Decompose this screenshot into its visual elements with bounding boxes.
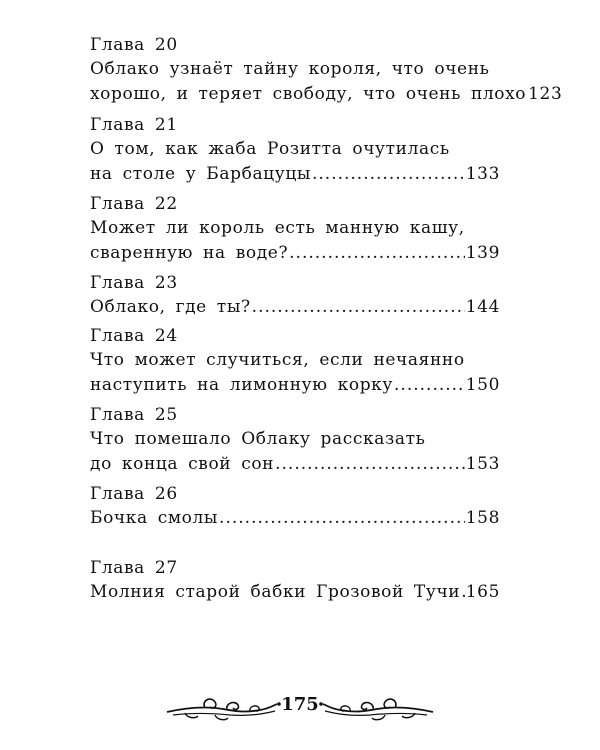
chapter-title-line: Что может случиться, если нечаянно <box>90 350 465 370</box>
chapter-heading: Глава 22 <box>90 194 178 214</box>
dot-leader <box>312 162 465 187</box>
chapter-page-number: 150 <box>465 375 500 395</box>
chapter-title-last-line <box>90 506 500 531</box>
chapter-heading: Глава 26 <box>90 484 178 504</box>
dot-leader <box>394 373 465 398</box>
chapter-heading: Глава 25 <box>90 405 178 425</box>
chapter-title-line: Облако узнаёт тайну короля, что очень <box>90 59 490 79</box>
chapter-title-last-line <box>90 580 500 605</box>
chapter-heading: Глава 23 <box>90 273 178 293</box>
toc-entry <box>90 33 563 107</box>
chapter-page-number: 165 <box>465 582 500 602</box>
chapter-title-text: на столе у Барбацуцы <box>90 164 311 184</box>
chapter-title-line: О том, как жаба Розитта очутилась <box>90 139 450 159</box>
chapter-page-number: 153 <box>465 454 500 474</box>
toc-entry <box>90 556 500 605</box>
chapter-heading: Глава 20 <box>90 35 178 55</box>
chapter-page-number: 133 <box>465 164 500 184</box>
dot-leader <box>275 452 465 477</box>
chapter-title-last-line <box>90 452 500 477</box>
chapter-title-text: хорошо, и теряет свободу, что очень плохо <box>90 84 527 104</box>
chapter-page-number: 144 <box>465 297 500 317</box>
page-footer <box>165 688 435 728</box>
chapter-heading: Глава 27 <box>90 558 178 578</box>
chapter-page-number: 158 <box>465 508 500 528</box>
chapter-title-text: до конца свой сон <box>90 454 275 474</box>
chapter-title-line: Может ли король есть манную кашу, <box>90 218 465 238</box>
toc-entry <box>90 324 500 398</box>
dot-leader <box>289 241 465 266</box>
toc-entry <box>90 271 500 320</box>
dot-leader <box>461 580 465 605</box>
chapter-page-number: 139 <box>465 243 500 263</box>
chapter-title-last-line <box>90 295 500 320</box>
chapter-title-line: Что помешало Облаку рассказать <box>90 429 426 449</box>
toc-entry <box>90 113 500 187</box>
chapter-title-text: Бочка смолы <box>90 508 219 528</box>
toc-entry <box>90 403 500 477</box>
page-number: 175 <box>281 694 319 715</box>
chapter-title-last-line <box>90 82 563 107</box>
dot-leader <box>252 295 465 320</box>
chapter-title-text: Облако, где ты? <box>90 297 251 317</box>
chapter-title-text: сваренную на воде? <box>90 243 289 263</box>
chapter-heading: Глава 21 <box>90 115 178 135</box>
chapter-title-last-line <box>90 162 500 187</box>
chapter-title-text: Молния старой бабки Грозовой Тучи <box>90 582 461 602</box>
chapter-title-last-line <box>90 373 500 398</box>
chapter-page-number: 123 <box>528 84 563 104</box>
toc-entry <box>90 482 500 531</box>
toc-entry <box>90 192 500 266</box>
chapter-title-text: наступить на лимонную корку <box>90 375 394 395</box>
dot-leader <box>219 506 465 531</box>
chapter-heading: Глава 24 <box>90 326 178 346</box>
chapter-title-last-line <box>90 241 500 266</box>
